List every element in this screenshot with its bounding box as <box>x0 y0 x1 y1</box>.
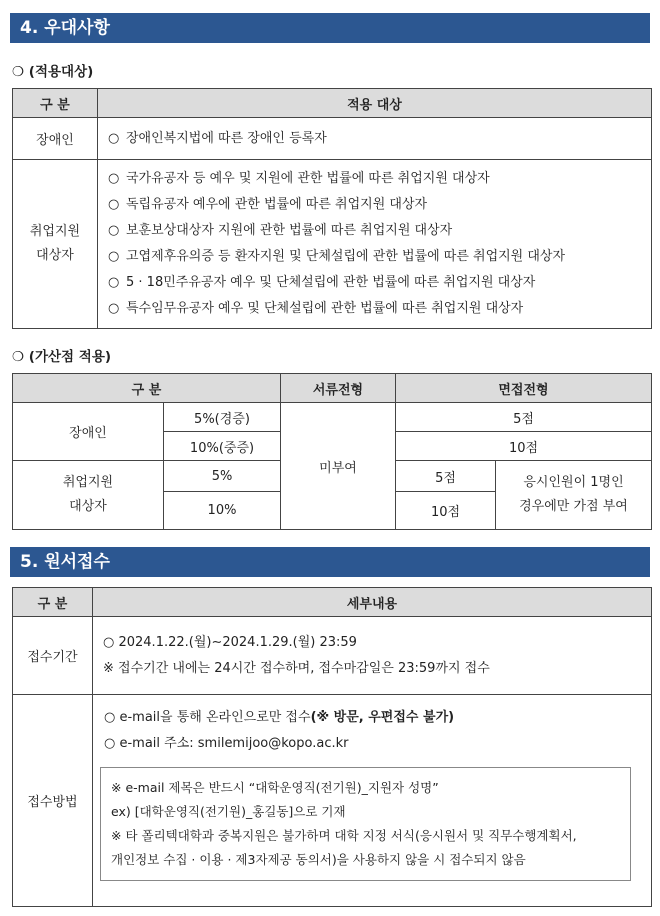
col-header: 적용 대상 <box>98 89 652 118</box>
list-item: ○ 국가유공자 등 예우 및 지원에 관한 법률에 따른 취업지원 대상자 <box>108 171 490 186</box>
col-header: 구 분 <box>13 374 281 403</box>
notice-box <box>100 767 631 881</box>
cell: 5점 <box>396 403 652 432</box>
sub-heading-targets: ❍ (적용대상) <box>12 64 94 80</box>
row-label: 장애인 <box>13 403 164 461</box>
row-label: 장애인 <box>13 118 98 160</box>
col-header: 서류전형 <box>281 374 396 403</box>
cell: 5% <box>164 461 281 492</box>
list-item: ○ 장애인복지법에 따른 장애인 등록자 <box>98 118 652 160</box>
cell: 5점 <box>396 461 496 492</box>
email-line: ○ e-mail 주소: smilemijoo@kopo.ac.kr <box>104 736 349 751</box>
row-label: 취업지원 대상자 <box>13 160 98 329</box>
cell: 응시인원이 1명인 경우에만 가점 부여 <box>496 461 652 530</box>
cell: 10% <box>164 492 281 530</box>
section-5-header: 5. 원서접수 <box>10 547 650 577</box>
row-label: 접수기간 <box>13 617 93 695</box>
cell: 미부여 <box>281 403 396 530</box>
notice-line: ※ 타 폴리텍대학과 중복지원은 불가하며 대학 지정 서식(응시원서 및 직무수행계획서, <box>111 828 577 843</box>
points-table <box>12 373 652 530</box>
row-label: 접수방법 <box>13 695 93 907</box>
list <box>98 160 652 329</box>
period-line: ○ 2024.1.22.(월)∼2024.1.29.(월) 23:59 <box>103 634 357 650</box>
cell <box>93 617 652 695</box>
notice-line: ※ e-mail 제목은 반드시 “대학운영직(전기원)_지원자 성명” <box>111 780 439 795</box>
cell: 5%(경증) <box>164 403 281 432</box>
method-line: ○ e-mail을 통해 온라인으로만 접수(※ 방문, 우편접수 불가) <box>104 710 455 725</box>
col-header: 세부내용 <box>93 588 652 617</box>
col-header: 구 분 <box>13 588 93 617</box>
cell: 10점 <box>396 492 496 530</box>
cell: 10%(중증) <box>164 432 281 461</box>
col-header: 면접전형 <box>396 374 652 403</box>
period-note: ※ 접수기간 내에는 24시간 접수하며, 접수마감일은 23:59까지 접수 <box>103 660 490 676</box>
targets-table <box>12 88 652 329</box>
list-item: ○ 독립유공자 예우에 관한 법률에 따른 취업지원 대상자 <box>108 197 428 212</box>
sub-heading-points: ❍ (가산점 적용) <box>12 349 112 365</box>
list-item: ○ 특수임무유공자 예우 및 단체설립에 관한 법률에 따른 취업지원 대상자 <box>108 301 524 316</box>
notice-line: 개인정보 수집 · 이용 · 제3자제공 동의서)을 사용하지 않을 시 접수되지 않음 <box>111 852 526 867</box>
section-4-header: 4. 우대사항 <box>10 13 650 43</box>
cell: 10점 <box>396 432 652 461</box>
row-label: 취업지원 대상자 <box>13 461 164 530</box>
list-item: ○ 보훈보상대상자 지원에 관한 법률에 따른 취업지원 대상자 <box>108 223 453 238</box>
list-item: ○ 5 · 18민주유공자 예우 및 단체설립에 관한 법률에 따른 취업지원 대상자 <box>108 275 536 290</box>
col-header: 구 분 <box>13 89 98 118</box>
list-item: ○ 고엽제후유의증 등 환자지원 및 단체설립에 관한 법률에 따른 취업지원 대상자 <box>108 249 566 264</box>
notice-line: ex) [대학운영직(전기원)_홍길동]으로 기재 <box>111 804 346 819</box>
